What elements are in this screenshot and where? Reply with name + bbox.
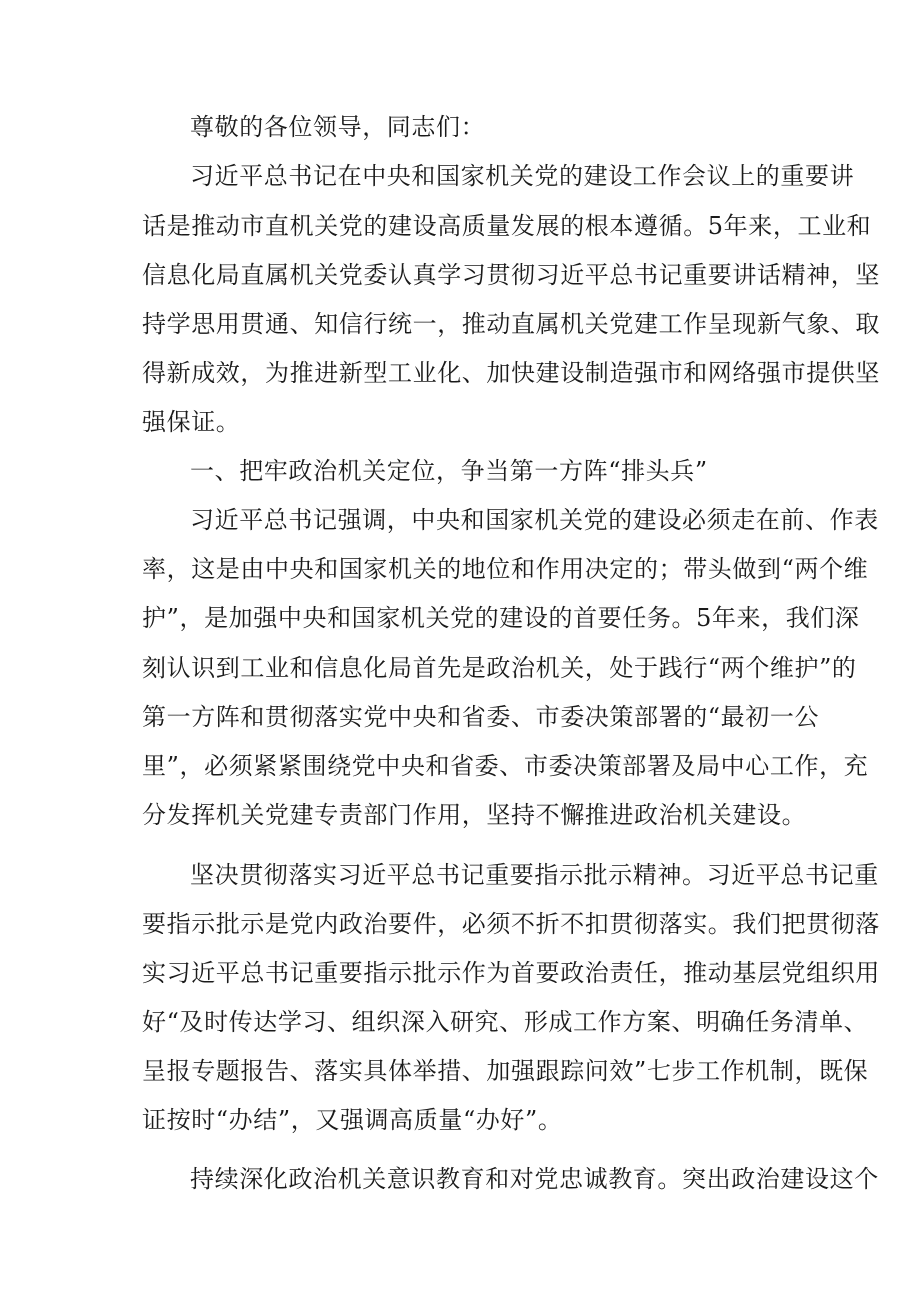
text-line: 习近平总书记在中央和国家机关党的建设工作会议上的重要讲 <box>190 162 855 190</box>
text-line: 第一方阵和贯彻落实党中央和省委、市委决策部署的“最初一公 <box>142 703 820 731</box>
text-line: 实习近平总书记重要指示批示作为首要政治责任，推动基层党组织用 <box>142 959 880 987</box>
text-line: 坚决贯彻落实习近平总书记重要指示批示精神。习近平总书记重 <box>190 861 879 889</box>
text-line: 话是推动市直机关党的建设高质量发展的根本遵循。5年来，工业和 <box>142 212 872 240</box>
text-line: 刻认识到工业和信息化局首先是政治机关，处于践行“两个维护”的 <box>142 654 857 682</box>
text-line: 里”，必须紧紧围绕党中央和省委、市委决策部署及局中心工作，充 <box>142 752 869 780</box>
text-line: 好“及时传达学习、组织深入研究、形成工作方案、明确任务清单、 <box>142 1008 869 1036</box>
section-heading: 一、把牢政治机关定位，争当第一方阵“排头兵” <box>190 457 708 485</box>
text-line: 呈报专题报告、落实具体举措、加强跟踪问效”七步工作机制，既保 <box>142 1057 869 1085</box>
text-line: 证按时“办结”，又强调高质量“办好”。 <box>142 1106 563 1134</box>
text-line: 分发挥机关党建专责部门作用，坚持不懈推进政治机关建设。 <box>142 801 807 829</box>
text-line: 得新成效，为推进新型工业化、加快建设制造强市和网络强市提供坚 <box>142 359 880 387</box>
text-line: 强保证。 <box>142 408 241 436</box>
text-line: 率，这是由中央和国家机关的地位和作用决定的；带头做到“两个维 <box>142 555 869 583</box>
text-line: 习近平总书记强调，中央和国家机关党的建设必须走在前、作表 <box>190 506 879 534</box>
text-line: 持续深化政治机关意识教育和对党忠诚教育。突出政治建设这个 <box>190 1165 879 1193</box>
text-line: 护”，是加强中央和国家机关党的建设的首要任务。5年来，我们深 <box>142 604 860 632</box>
text-line: 要指示批示是党内政治要件，必须不折不扣贯彻落实。我们把贯彻落 <box>142 910 880 938</box>
text-line: 信息化局直属机关党委认真学习贯彻习近平总书记重要讲话精神，坚 <box>142 261 880 289</box>
text-line: 持学思用贯通、知信行统一，推动直属机关党建工作呈现新气象、取 <box>142 310 880 338</box>
salutation: 尊敬的各位领导，同志们： <box>190 113 486 141</box>
